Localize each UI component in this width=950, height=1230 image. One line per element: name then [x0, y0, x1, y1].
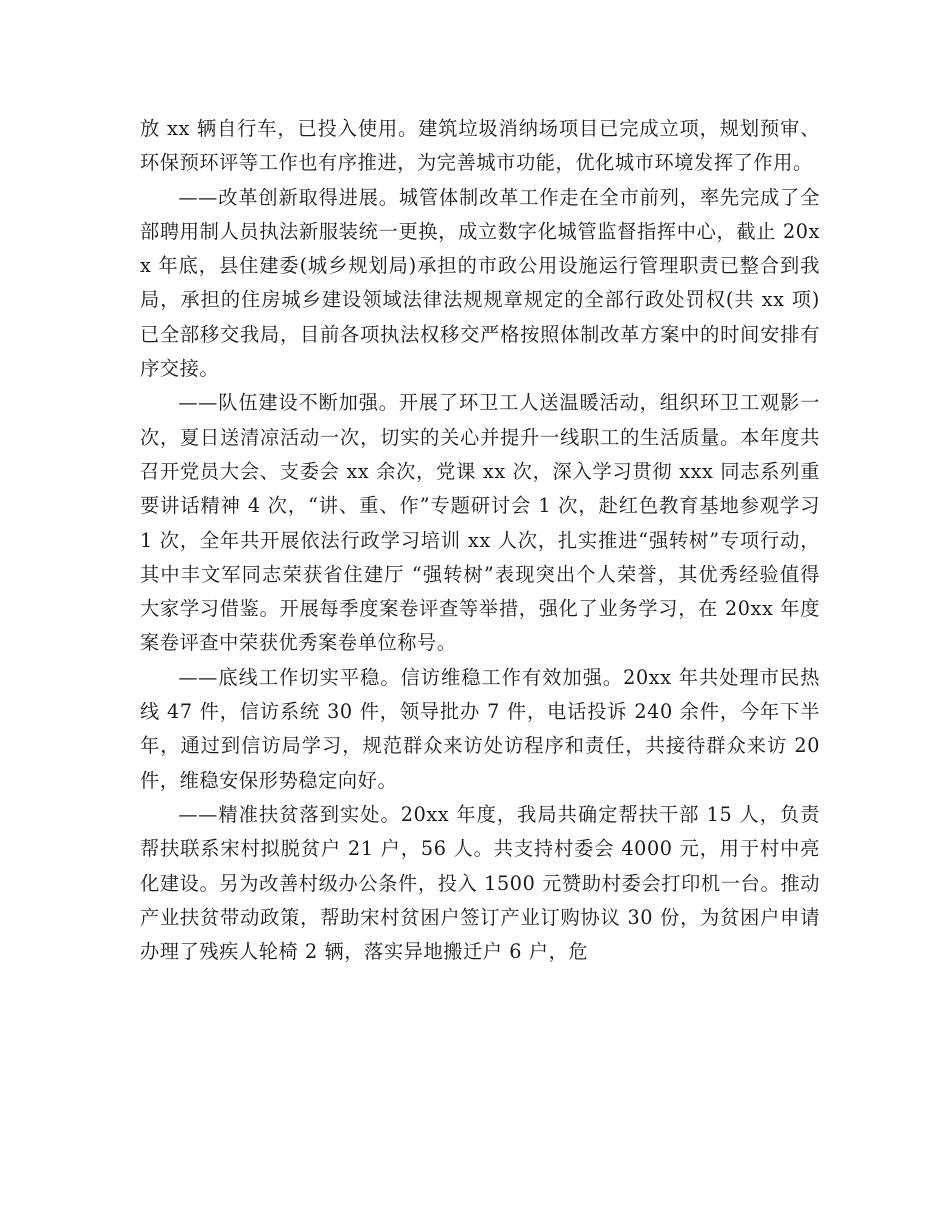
paragraph-poverty-alleviation: ——精准扶贫落到实处。20xx 年度，我局共确定帮扶干部 15 人，负责帮扶联系宋村拟脱贫户 21 户，56 人。共支持村委会 4000 元，用于村中亮化建设。另为改善村级办公条件，投入 1500 元赞助村委会打印机一台。推动产业扶贫带动政策，帮助宋村贫困户签订产业订购协议 30 份，为贫困户申请办理了残疾人轮椅 2 辆，落实异地搬迁户 6 户，危 — [140, 802, 820, 964]
paragraph-continuation: 放 xx 辆自行车，已投入使用。建筑垃圾消纳场项目已完成立项，规划预审、环保预环评等工作也有序推进，为完善城市功能，优化城市环境发挥了作用。 — [140, 117, 820, 175]
paragraph-reform-innovation: ——改革创新取得进展。城管体制改革工作走在全市前列，率先完成了全部聘用制人员执法新服装统一更换，成立数字化城管监督指挥中心，截止 20xx 年底，县住建委(城乡规划局)承担的市政公用设施运行管理职责已整合到我局，承担的住房城乡建设领域法律法规规章规定的全部行政处罚权(共 xx 项)已全部移交我局，目前各项执法权移交严格按照体制改革方案中的时间安排有序交接。 — [140, 185, 820, 381]
document-body — [140, 112, 820, 969]
paragraph-team-building: ——队伍建设不断加强。开展了环卫工人送温暖活动，组织环卫工观影一次，夏日送清凉活动一次，切实的关心并提升一线职工的生活质量。本年度共召开党员大会、支委会 xx 余次，党课 xx 次，深入学习贯彻 xxx 同志系列重要讲话精神 4 次，“讲、重、作”专题研讨会 1 次，赴红色教育基地参观学习 1 次，全年共开展依法行政学习培训 xx 人次，扎实推进“强转树”专项行动，其中丰文军同志荣获省住建厅 “强转树”表现突出个人荣誉，其优秀经验值得大家学习借鉴。开展每季度案卷评查等举措，强化了业务学习，在 20xx 年度案卷评查中荣获优秀案卷单位称号。 — [140, 391, 820, 655]
paragraph-bottom-line-work: ——底线工作切实平稳。信访维稳工作有效加强。20xx 年共处理市民热线 47 件，信访系统 30 件，领导批办 7 件，电话投诉 240 余件，今年下半年，通过到信访局学习，规范群众来访处访程序和责任，共接待群众来访 20 件，维稳安保形势稳定向好。 — [140, 665, 820, 792]
